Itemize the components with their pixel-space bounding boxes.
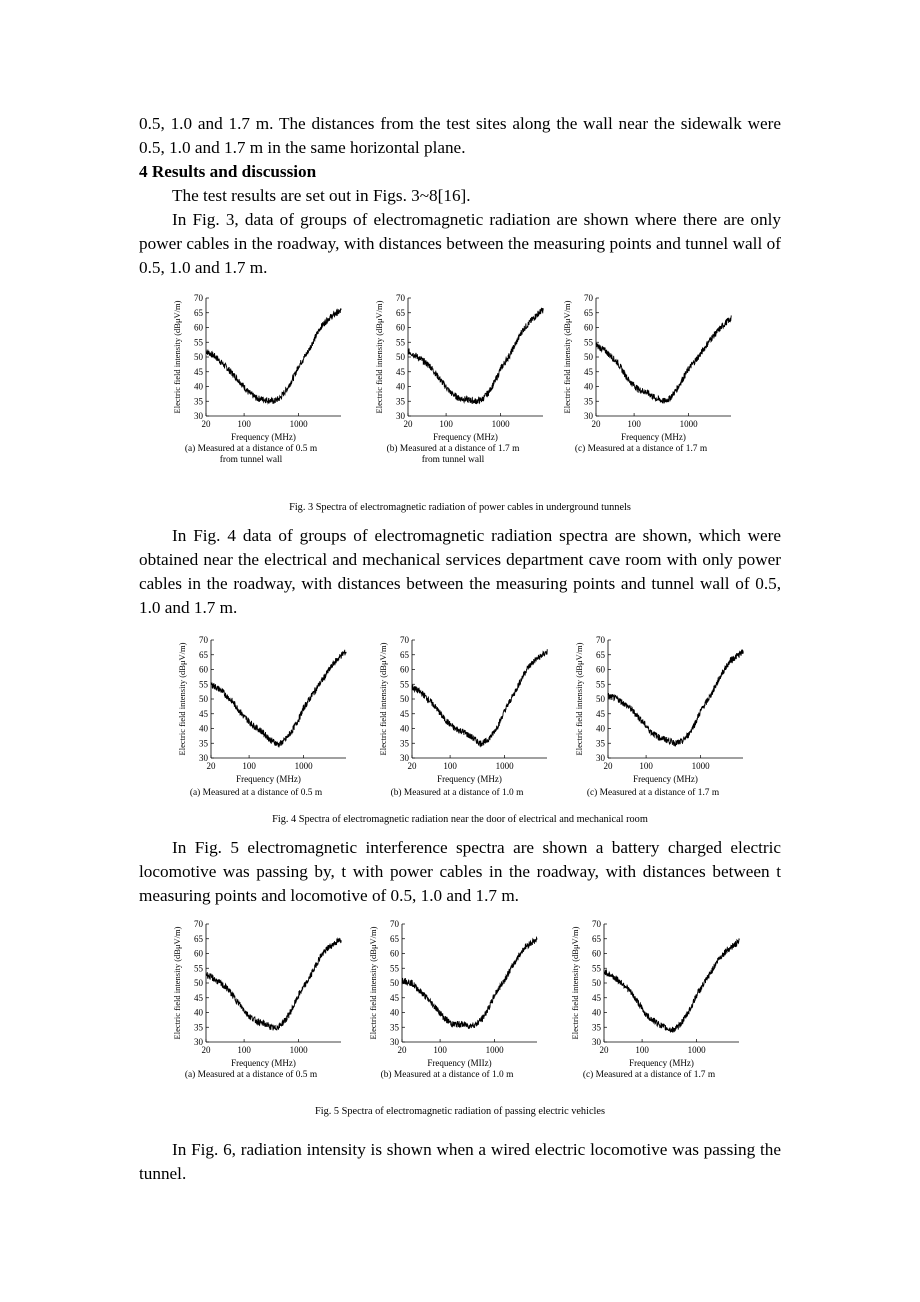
y-tick-label: 55 <box>194 337 203 348</box>
section-heading: 4 Results and discussion <box>139 162 317 181</box>
y-tick-label: 50 <box>199 694 208 704</box>
y-tick-label: 45 <box>396 366 405 377</box>
y-tick-label: 30 <box>194 411 203 421</box>
spectrum-trace <box>604 938 739 1032</box>
x-axis-label: Frequency (MHz) <box>621 432 686 442</box>
x-tick-label: 100 <box>237 419 251 429</box>
x-tick-label: 1000 <box>294 761 313 771</box>
x-tick-label: 100 <box>627 419 641 429</box>
y-tick-label: 70 <box>390 919 399 929</box>
x-tick-label: 100 <box>443 761 457 771</box>
y-tick-label: 30 <box>584 411 593 421</box>
chart-panel <box>367 916 537 1074</box>
subfigure-caption: (c) Measured at a distance of 1.7 m <box>586 788 720 798</box>
x-tick-label: 20 <box>603 761 613 771</box>
spectrum-trace <box>408 308 543 404</box>
y-tick-label: 45 <box>596 708 605 719</box>
y-tick-label: 70 <box>199 635 208 645</box>
y-axis-label: Electric field intensity (dBμV/m) <box>374 300 384 414</box>
y-tick-label: 35 <box>400 738 409 749</box>
y-tick-label: 60 <box>596 664 605 675</box>
y-axis-label: Electric field intensity (dBμV/m) <box>172 926 182 1040</box>
x-tick-label: 1000 <box>495 761 514 771</box>
y-tick-label: 50 <box>400 694 409 704</box>
y-tick-label: 70 <box>592 919 601 929</box>
y-tick-label: 50 <box>194 352 203 362</box>
y-tick-label: 30 <box>199 753 208 763</box>
paragraph-fig4: In Fig. 4 data of groups of electromagnetic radiation spectra are shown, which were obtained near the electrical and mechanical services department cave room with only power cables in the roadway, with distances between the measuring points and tunnel wall of 0.5, 1.0 and 1.7 m. <box>139 526 781 617</box>
y-tick-label: 65 <box>194 933 203 944</box>
y-tick-label: 55 <box>396 337 405 348</box>
y-tick-label: 30 <box>592 1037 601 1047</box>
y-tick-label: 30 <box>194 1037 203 1047</box>
x-axis-label: Frequency (MHz) <box>433 432 498 442</box>
x-tick-label: 20 <box>403 419 413 429</box>
y-tick-label: 70 <box>194 293 203 303</box>
spectrum-chart <box>373 290 543 448</box>
x-axis-label: Frequency (MHz) <box>437 774 502 784</box>
chart-panel <box>573 632 743 790</box>
x-tick-label: 100 <box>639 761 653 771</box>
chart-panel <box>373 290 543 448</box>
subfigure-caption: (c) Measured at a distance of 1.7 m <box>582 1070 716 1080</box>
x-tick-label: 20 <box>206 761 216 771</box>
y-tick-label: 35 <box>194 396 203 407</box>
spectrum-chart <box>367 916 537 1074</box>
y-tick-label: 65 <box>396 307 405 318</box>
chart-panel <box>171 916 341 1074</box>
y-tick-label: 50 <box>596 694 605 704</box>
y-tick-label: 55 <box>194 963 203 974</box>
x-tick-label: 1000 <box>485 1045 504 1055</box>
figure-3-caption: Fig. 3 Spectra of electromagnetic radiation of power cables in underground tunnels <box>289 502 631 513</box>
y-tick-label: 50 <box>390 978 399 988</box>
y-tick-label: 65 <box>596 649 605 660</box>
spectrum-chart <box>561 290 731 448</box>
y-axis-label: Electric field intensity (dBμV/m) <box>562 300 572 414</box>
x-tick-label: 20 <box>201 1045 211 1055</box>
y-tick-label: 35 <box>592 1022 601 1033</box>
chart-panel <box>171 290 341 448</box>
y-tick-label: 60 <box>194 322 203 333</box>
subfigure-caption: (b) Measured at a distance of 1.7 m from tunnel wall <box>386 444 520 465</box>
figure-4-caption: Fig. 4 Spectra of electromagnetic radiation near the door of electrical and mechanical room <box>272 814 648 825</box>
y-tick-label: 45 <box>194 992 203 1003</box>
x-axis-label: Frequency (MHz) <box>629 1058 694 1068</box>
chart-panel <box>176 632 346 790</box>
chart-panel <box>561 290 731 448</box>
y-tick-label: 45 <box>194 366 203 377</box>
y-tick-label: 35 <box>194 1022 203 1033</box>
x-tick-label: 1000 <box>289 419 308 429</box>
y-tick-label: 40 <box>199 723 208 734</box>
y-tick-label: 35 <box>390 1022 399 1033</box>
y-axis-label: Electric field intensity (dBμV/m) <box>172 300 182 414</box>
y-tick-label: 70 <box>194 919 203 929</box>
subfigure-caption: (a) Measured at a distance of 0.5 m <box>184 1070 318 1080</box>
spectrum-trace <box>412 649 547 746</box>
x-tick-label: 100 <box>242 761 256 771</box>
x-tick-label: 20 <box>407 761 417 771</box>
y-tick-label: 45 <box>199 708 208 719</box>
y-tick-label: 60 <box>584 322 593 333</box>
subfigure-caption: (b) Measured at a distance of 1.0 m <box>380 1070 514 1080</box>
y-tick-label: 55 <box>592 963 601 974</box>
subfigure-caption: (c) Measured at a distance of 1.7 m <box>574 444 708 454</box>
y-tick-label: 65 <box>390 933 399 944</box>
y-tick-label: 40 <box>396 381 405 392</box>
x-tick-label: 100 <box>635 1045 649 1055</box>
subfigure-caption: (a) Measured at a distance of 0.5 m from tunnel wall <box>184 444 318 465</box>
x-axis-label: Frequency (MHz) <box>633 774 698 784</box>
paragraph-fig6: In Fig. 6, radiation intensity is shown when a wired electric locomotive was passing the tunnel. <box>139 1140 781 1183</box>
x-tick-label: 100 <box>237 1045 251 1055</box>
figure-4 <box>139 620 781 836</box>
y-tick-label: 45 <box>400 708 409 719</box>
y-tick-label: 60 <box>400 664 409 675</box>
paragraph-continued: 0.5, 1.0 and 1.7 m. The distances from the test sites along the wall near the sidewalk were 0.5, 1.0 and 1.7 m in the same horizontal plane. <box>139 114 781 157</box>
x-axis-label: Frequency (MIIz) <box>427 1058 492 1068</box>
y-tick-label: 55 <box>596 679 605 690</box>
y-tick-label: 50 <box>396 352 405 362</box>
y-tick-label: 50 <box>592 978 601 988</box>
y-tick-label: 40 <box>194 381 203 392</box>
y-tick-label: 55 <box>584 337 593 348</box>
y-tick-label: 40 <box>596 723 605 734</box>
x-tick-label: 20 <box>591 419 601 429</box>
x-axis-label: Frequency (MHz) <box>236 774 301 784</box>
y-tick-label: 55 <box>199 679 208 690</box>
y-tick-label: 30 <box>396 411 405 421</box>
spectrum-chart <box>573 632 743 790</box>
y-tick-label: 65 <box>400 649 409 660</box>
chart-panel <box>569 916 739 1074</box>
spectrum-trace <box>608 650 743 746</box>
y-tick-label: 30 <box>596 753 605 763</box>
figure-3 <box>139 280 781 524</box>
paragraph-fig5: In Fig. 5 electromagnetic interference spectra are shown a battery charged electric locomotive was passing by, t with power cables in the roadway, with distances between t measuring points and locomotive of 0.5, 1.0 and 1.7 m. <box>139 838 781 905</box>
spectrum-trace <box>211 650 346 748</box>
x-tick-label: 1000 <box>679 419 698 429</box>
y-tick-label: 65 <box>584 307 593 318</box>
x-tick-label: 20 <box>201 419 211 429</box>
y-tick-label: 60 <box>396 322 405 333</box>
x-tick-label: 100 <box>439 419 453 429</box>
y-tick-label: 70 <box>400 635 409 645</box>
y-tick-label: 70 <box>584 293 593 303</box>
subfigure-caption: (a) Measured at a distance of 0.5 m <box>189 788 323 798</box>
figure-5 <box>139 908 781 1138</box>
y-tick-label: 50 <box>584 352 593 362</box>
y-axis-label: Electric field intensity (dBμV/m) <box>368 926 378 1040</box>
x-tick-label: 20 <box>599 1045 609 1055</box>
y-tick-label: 65 <box>199 649 208 660</box>
y-tick-label: 35 <box>584 396 593 407</box>
x-axis-label: Frequency (MHz) <box>231 1058 296 1068</box>
x-tick-label: 1000 <box>687 1045 706 1055</box>
x-tick-label: 1000 <box>289 1045 308 1055</box>
spectrum-trace <box>596 315 731 403</box>
spectrum-chart <box>176 632 346 790</box>
y-axis-label: Electric field intensity (dBμV/m) <box>574 642 584 756</box>
y-tick-label: 60 <box>194 948 203 959</box>
y-tick-label: 45 <box>584 366 593 377</box>
x-tick-label: 1000 <box>491 419 510 429</box>
paragraph-results-intro: The test results are set out in Figs. 3~8[16]. <box>172 186 471 205</box>
y-tick-label: 70 <box>396 293 405 303</box>
y-tick-label: 65 <box>194 307 203 318</box>
spectrum-chart <box>569 916 739 1074</box>
y-tick-label: 40 <box>584 381 593 392</box>
y-tick-label: 40 <box>194 1007 203 1018</box>
x-tick-label: 100 <box>433 1045 447 1055</box>
y-tick-label: 35 <box>596 738 605 749</box>
y-axis-label: Electric field intensity (dBμV/m) <box>570 926 580 1040</box>
x-tick-label: 1000 <box>691 761 710 771</box>
y-tick-label: 50 <box>194 978 203 988</box>
page-content <box>139 112 781 1186</box>
y-tick-label: 45 <box>390 992 399 1003</box>
spectrum-trace <box>206 309 341 404</box>
spectrum-trace <box>206 938 341 1030</box>
y-tick-label: 30 <box>400 753 409 763</box>
chart-panel <box>377 632 547 790</box>
y-axis-label: Electric field intensity (dBμV/m) <box>177 642 187 756</box>
y-tick-label: 30 <box>390 1037 399 1047</box>
paragraph-fig3: In Fig. 3, data of groups of electromagnetic radiation are shown where there are only power cables in the roadway, with distances between the measuring points and tunnel wall of 0.5, 1.0 and 1.7 m. <box>139 210 781 277</box>
y-tick-label: 65 <box>592 933 601 944</box>
y-tick-label: 40 <box>592 1007 601 1018</box>
subfigure-caption: (b) Measured at a distance of 1.0 m <box>390 788 524 798</box>
y-axis-label: Electric field intensity (dBμV/m) <box>378 642 388 756</box>
y-tick-label: 45 <box>592 992 601 1003</box>
figure-5-caption: Fig. 5 Spectra of electromagnetic radiation of passing electric vehicles <box>315 1106 605 1117</box>
spectrum-chart <box>377 632 547 790</box>
y-tick-label: 40 <box>400 723 409 734</box>
y-tick-label: 60 <box>199 664 208 675</box>
spectrum-chart <box>171 916 341 1074</box>
y-tick-label: 60 <box>390 948 399 959</box>
y-tick-label: 70 <box>596 635 605 645</box>
spectrum-trace <box>402 938 537 1029</box>
y-tick-label: 60 <box>592 948 601 959</box>
y-tick-label: 40 <box>390 1007 399 1018</box>
y-tick-label: 55 <box>400 679 409 690</box>
y-tick-label: 55 <box>390 963 399 974</box>
x-tick-label: 20 <box>397 1045 407 1055</box>
y-tick-label: 35 <box>396 396 405 407</box>
x-axis-label: Frequency (MHz) <box>231 432 296 442</box>
y-tick-label: 35 <box>199 738 208 749</box>
spectrum-chart <box>171 290 341 448</box>
